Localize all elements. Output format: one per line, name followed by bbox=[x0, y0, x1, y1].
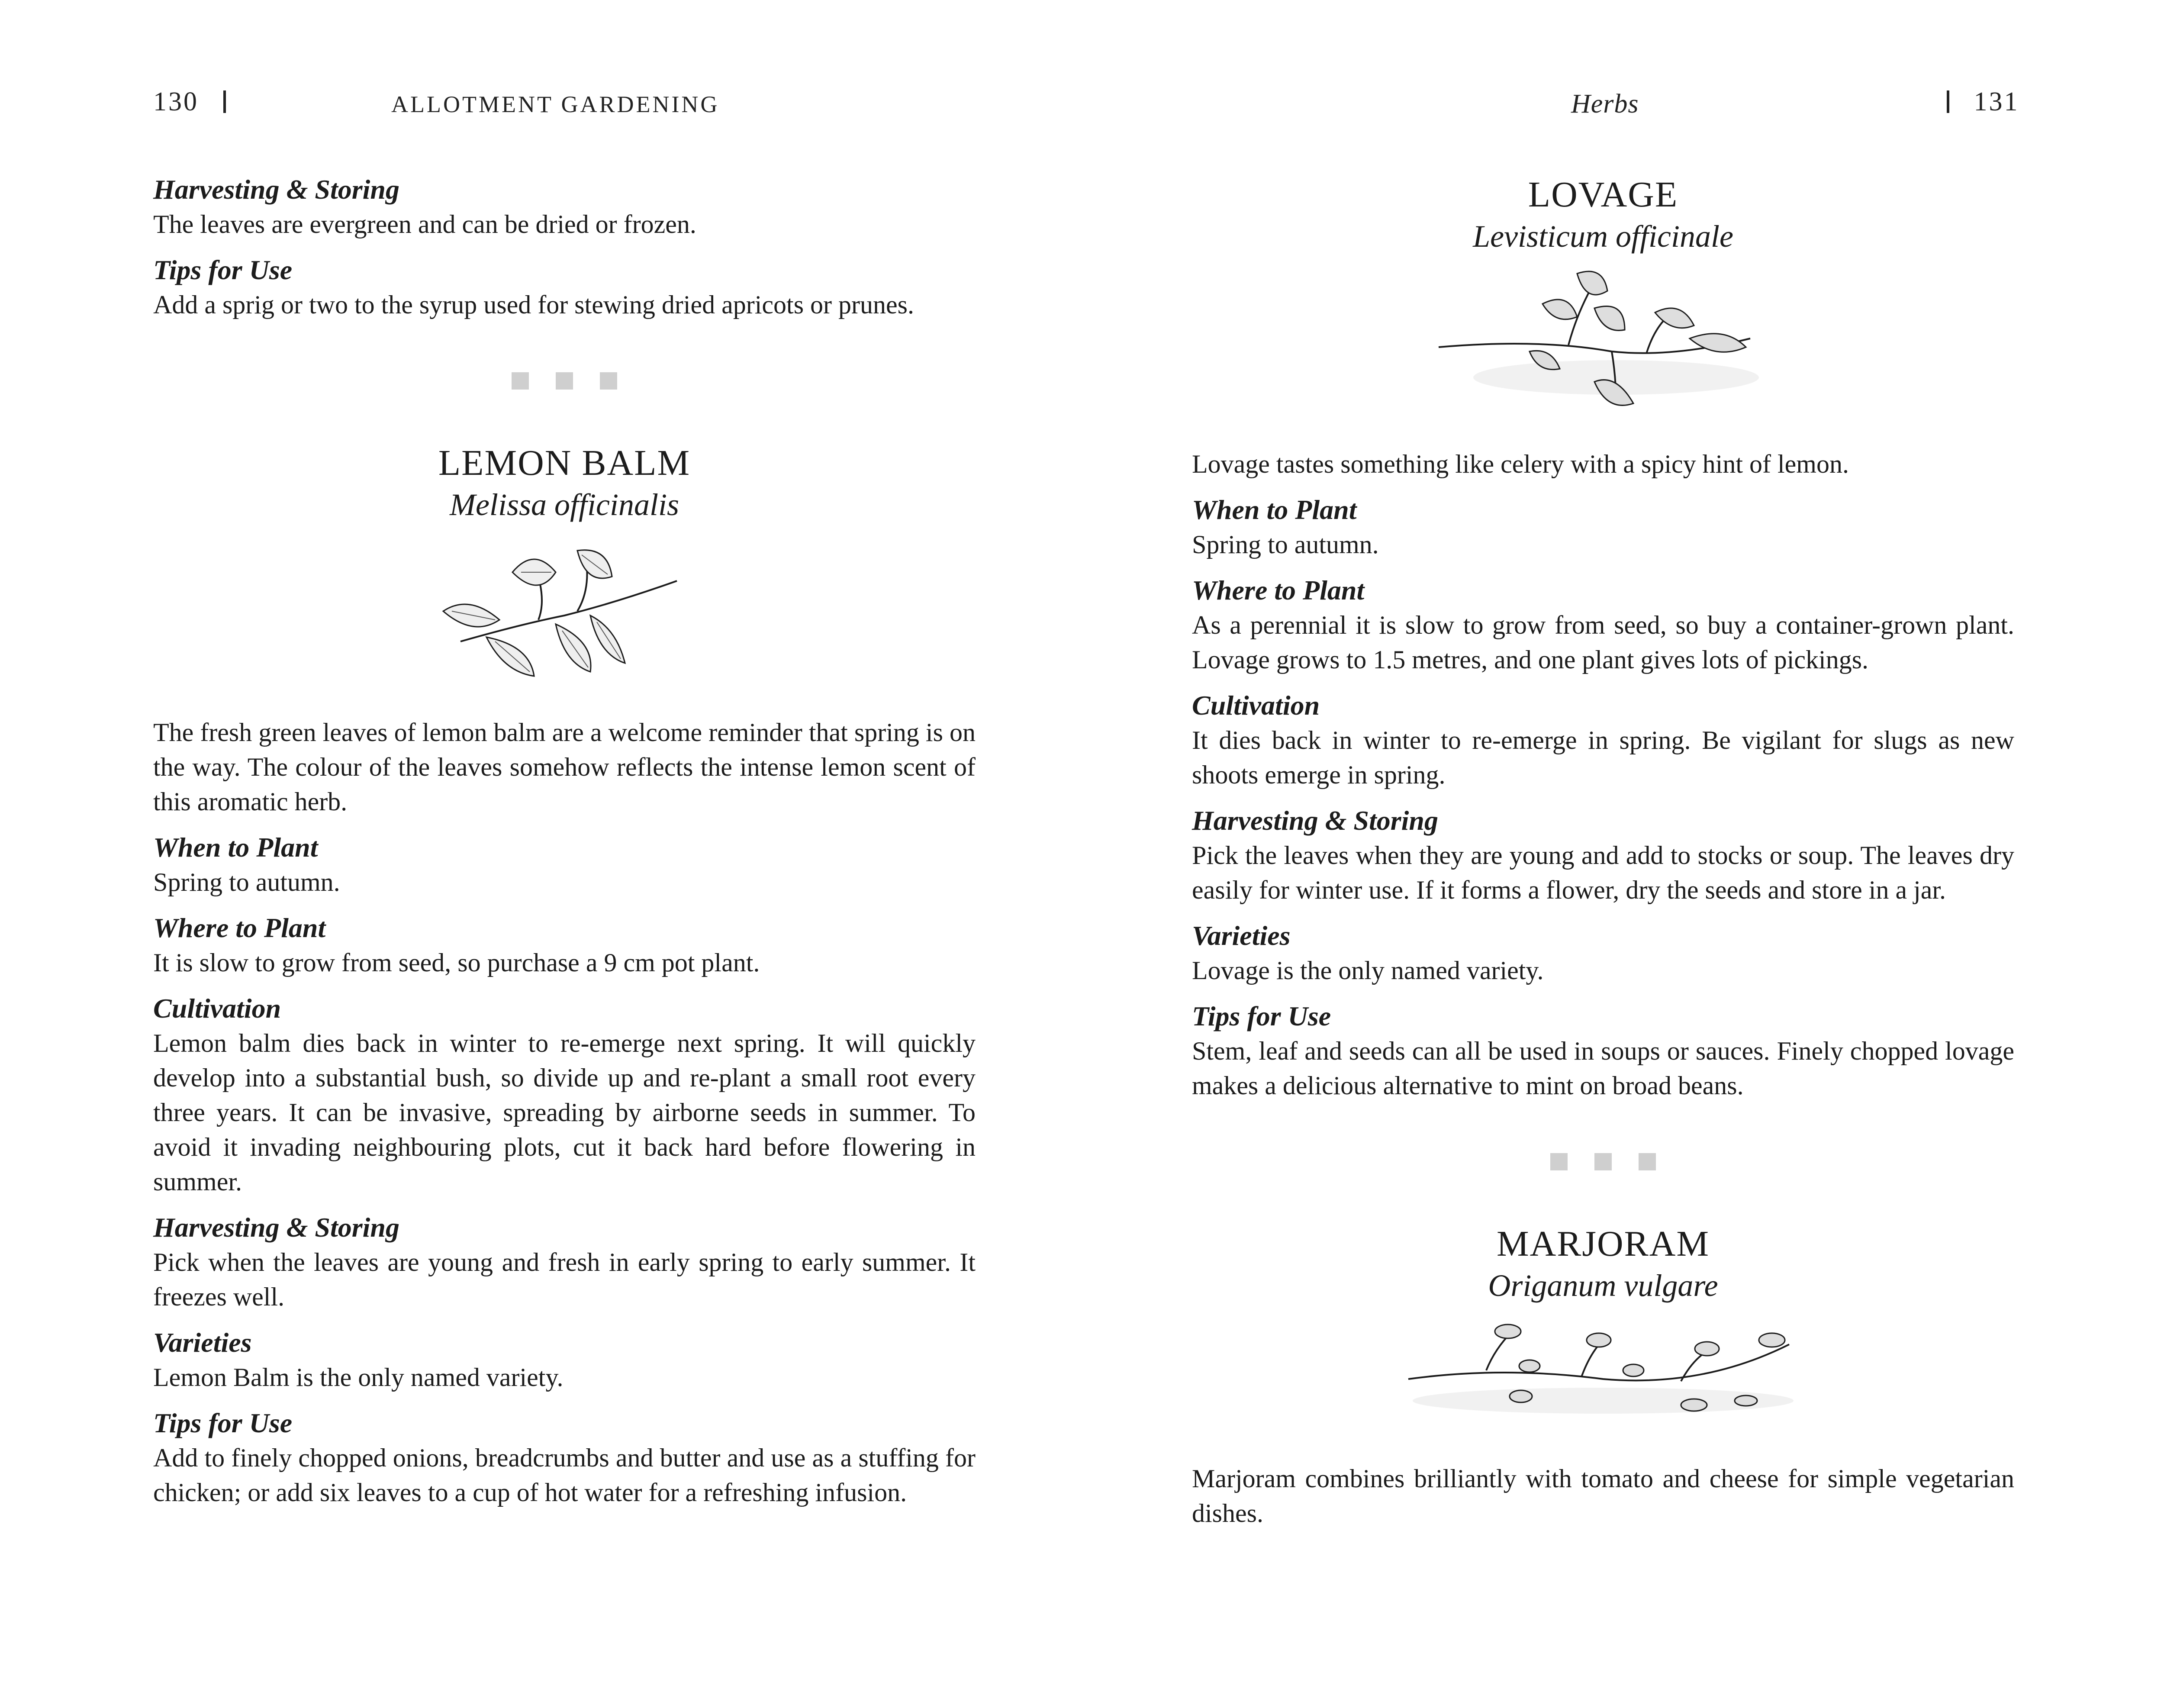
section-heading: Varieties bbox=[153, 1327, 252, 1358]
book-title: ALLOTMENT GARDENING bbox=[391, 91, 720, 117]
entry-latin-name: Origanum vulgare bbox=[1488, 1268, 1718, 1303]
page-number: 130 bbox=[153, 87, 199, 116]
left-running-head bbox=[153, 87, 226, 117]
section-heading: Harvesting & Storing bbox=[153, 1212, 399, 1243]
entry-latin-name: Levisticum officinale bbox=[1473, 219, 1733, 254]
section-heading: Cultivation bbox=[1192, 690, 1320, 721]
section-heading: Varieties bbox=[1192, 920, 1291, 951]
section-text: It is slow to grow from seed, so purchase a 9 cm pot plant. bbox=[153, 948, 760, 977]
section-text: As a perennial it is slow to grow from seed, so buy a container-grown plant. Lovage grows to 1.5 metres, and one plant gives lots of pickings. bbox=[1192, 611, 2014, 674]
lemon-balm-sprig-illustration bbox=[435, 533, 694, 689]
section-heading: Tips for Use bbox=[153, 1408, 293, 1438]
section-text: Pick the leaves when they are young and add to stocks or soup. The leaves dry easily for winter use. If it forms a flower, dry the seeds and store in a jar. bbox=[1192, 841, 2014, 904]
section-text: Pick when the leaves are young and fresh in early spring to early summer. It freezes well. bbox=[153, 1248, 976, 1311]
section-heading: Harvesting & Storing bbox=[153, 174, 399, 205]
section-heading: Tips for Use bbox=[1192, 1001, 1331, 1031]
section-text: It dies back in winter to re-emerge in spring. Be vigilant for slugs as new shoots emerge in spring. bbox=[1192, 726, 2014, 789]
section-divider bbox=[1192, 1153, 2014, 1170]
section-heading: Harvesting & Storing bbox=[1192, 805, 1438, 836]
section-text: Lemon balm dies back in winter to re-emerge next spring. It will quickly develop into a substantial bush, so divide up and re-plant a small root every three years. It can be invasive, spreading by airborne seeds in summer. To avoid it invading neighbouring plots, cut it back hard before flowering in summer. bbox=[153, 1029, 976, 1196]
section-text: Add to finely chopped onions, breadcrumbs and butter and use as a stuffing for chicken; or add six leaves to a cup of hot water for a refreshing infusion. bbox=[153, 1444, 976, 1507]
entry-title: MARJORAM bbox=[1496, 1224, 1710, 1264]
right-column bbox=[1192, 173, 2014, 1542]
section-text: Stem, leaf and seeds can all be used in soups or sauces. Finely chopped lovage makes a delicious alternative to mint on broad beans. bbox=[1192, 1037, 2014, 1100]
folio-separator bbox=[1947, 90, 1949, 113]
entry-latin-name: Melissa officinalis bbox=[450, 487, 679, 522]
section-heading: Cultivation bbox=[153, 993, 281, 1024]
marjoram-sprig-illustration bbox=[1400, 1314, 1807, 1435]
section-heading: Where to Plant bbox=[153, 912, 326, 943]
entry-title: LOVAGE bbox=[1528, 174, 1678, 215]
entry-intro: Marjoram combines brilliantly with tomato and cheese for simple vegetarian dishes. bbox=[1192, 1464, 2014, 1528]
section-text: Add a sprig or two to the syrup used for stewing dried apricots or prunes. bbox=[153, 290, 914, 319]
section-text: Spring to autumn. bbox=[1192, 530, 1379, 559]
page-number: 131 bbox=[1974, 87, 2019, 116]
section-heading: When to Plant bbox=[1192, 494, 1357, 525]
entry-intro: Lovage tastes something like celery with a spicy hint of lemon. bbox=[1192, 450, 1849, 478]
section-divider bbox=[153, 372, 976, 390]
entry-intro: The fresh green leaves of lemon balm are a welcome reminder that spring is on the way. The colour of the leaves somehow reflects the intense lemon scent of this aromatic herb. bbox=[153, 718, 976, 816]
section-text: Lemon Balm is the only named variety. bbox=[153, 1363, 564, 1392]
section-text: Lovage is the only named variety. bbox=[1192, 956, 1544, 985]
section-heading: When to Plant bbox=[153, 832, 318, 863]
right-page bbox=[1082, 0, 2164, 1708]
folio-separator bbox=[223, 90, 226, 113]
left-column bbox=[153, 172, 976, 1521]
entry-title: LEMON BALM bbox=[438, 443, 691, 483]
section-text: The leaves are evergreen and can be dried or frozen. bbox=[153, 210, 696, 238]
right-running-head bbox=[1947, 87, 2019, 117]
section-heading: Tips for Use bbox=[153, 255, 293, 285]
section-heading: Where to Plant bbox=[1192, 575, 1365, 606]
lovage-sprig-illustration bbox=[1430, 265, 1776, 429]
section-text: Spring to autumn. bbox=[153, 868, 340, 896]
chapter-title: Herbs bbox=[1571, 89, 1639, 119]
